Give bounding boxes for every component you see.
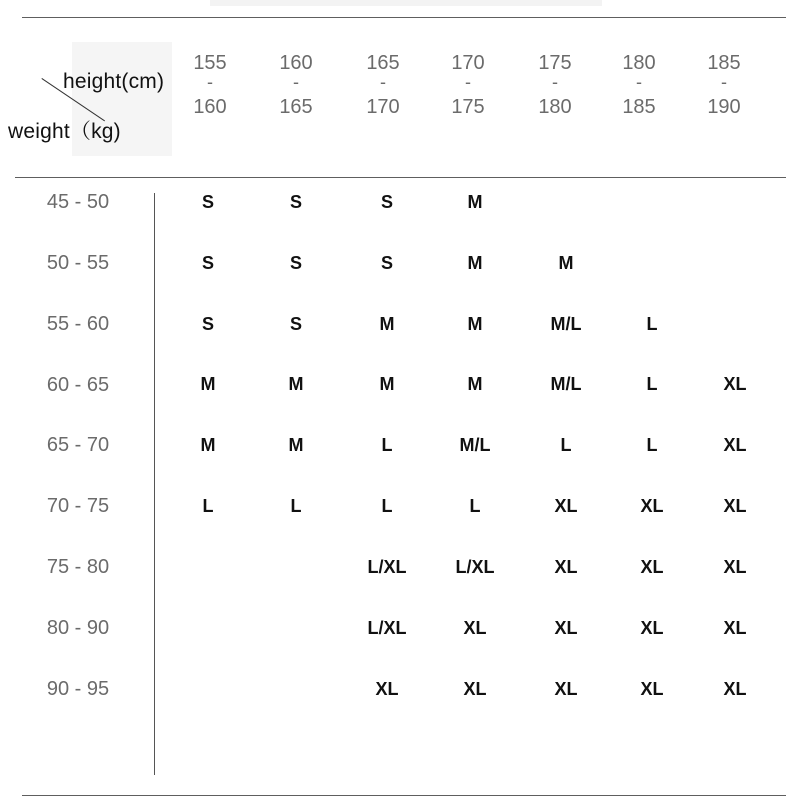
- height-column-header: [609, 52, 669, 118]
- size-cell: XL: [640, 557, 664, 577]
- size-cell: M: [467, 192, 483, 212]
- size-cell: XL: [723, 557, 747, 577]
- height-to: 170: [366, 96, 400, 118]
- size-cell: M: [467, 374, 483, 394]
- height-column-header: [353, 52, 413, 118]
- top-band: [210, 0, 602, 6]
- size-cell: S: [380, 253, 393, 273]
- size-cell: XL: [554, 557, 578, 577]
- height-separator: -: [552, 72, 558, 92]
- height-from: 180: [622, 52, 656, 74]
- size-cell: L: [381, 435, 393, 455]
- size-cell: S: [289, 314, 302, 334]
- size-cell: M: [558, 253, 574, 273]
- size-cell: XL: [554, 679, 578, 699]
- height-to: 180: [538, 96, 572, 118]
- size-cell: S: [201, 192, 214, 212]
- size-cell: S: [201, 314, 214, 334]
- height-to: 185: [622, 96, 656, 118]
- size-cell: XL: [554, 496, 578, 516]
- size-cell: L: [646, 314, 658, 334]
- size-cell: M/L: [550, 314, 582, 334]
- size-cell: M: [200, 374, 216, 394]
- weight-range-label: 55 - 60: [46, 313, 110, 335]
- height-separator: -: [636, 72, 642, 92]
- size-cell: S: [289, 253, 302, 273]
- size-cell: M: [467, 314, 483, 334]
- weight-column-divider: [154, 193, 155, 775]
- height-separator: -: [380, 72, 386, 92]
- size-cell: XL: [723, 618, 747, 638]
- size-cell: M: [288, 435, 304, 455]
- height-separator: -: [721, 72, 727, 92]
- weight-axis-label: weight（kg): [8, 120, 121, 143]
- size-cell: L: [646, 435, 658, 455]
- height-column-header: [438, 52, 498, 118]
- size-cell: XL: [723, 679, 747, 699]
- height-column-header: [525, 52, 585, 118]
- size-cell: M: [288, 374, 304, 394]
- height-separator: -: [293, 72, 299, 92]
- size-cell: M: [467, 253, 483, 273]
- weight-range-label: 70 - 75: [46, 495, 110, 517]
- size-cell: M/L: [459, 435, 491, 455]
- size-cell: L/XL: [367, 618, 407, 638]
- size-cell: M: [200, 435, 216, 455]
- size-cell: S: [289, 192, 302, 212]
- height-from: 170: [451, 52, 485, 74]
- size-cell: XL: [463, 679, 487, 699]
- height-to: 190: [707, 96, 741, 118]
- height-column-header: [180, 52, 240, 118]
- size-cell: L: [381, 496, 393, 516]
- size-cell: XL: [640, 618, 664, 638]
- size-cell: M/L: [550, 374, 582, 394]
- header-rule: [15, 177, 786, 178]
- weight-range-label: 90 - 95: [46, 678, 110, 700]
- size-cell: L: [290, 496, 302, 516]
- size-cell: L: [469, 496, 481, 516]
- height-from: 165: [366, 52, 400, 74]
- height-to: 160: [193, 96, 227, 118]
- height-separator: -: [465, 72, 471, 92]
- weight-range-label: 65 - 70: [46, 434, 110, 456]
- height-to: 175: [451, 96, 485, 118]
- size-cell: XL: [723, 435, 747, 455]
- size-cell: L: [646, 374, 658, 394]
- height-separator: -: [207, 72, 213, 92]
- height-from: 155: [193, 52, 227, 74]
- size-cell: XL: [723, 374, 747, 394]
- size-cell: XL: [723, 496, 747, 516]
- size-cell: XL: [640, 496, 664, 516]
- height-axis-label: height(cm): [63, 70, 165, 93]
- size-cell: S: [201, 253, 214, 273]
- size-cell: L/XL: [367, 557, 407, 577]
- size-cell: L/XL: [455, 557, 495, 577]
- top-rule: [22, 17, 786, 18]
- height-from: 185: [707, 52, 741, 74]
- height-from: 175: [538, 52, 572, 74]
- height-from: 160: [279, 52, 313, 74]
- size-cell: XL: [640, 679, 664, 699]
- weight-range-label: 80 - 90: [46, 617, 110, 639]
- height-to: 165: [279, 96, 313, 118]
- size-cell: L: [202, 496, 214, 516]
- height-column-header: [694, 52, 754, 118]
- weight-range-label: 50 - 55: [46, 252, 110, 274]
- weight-range-label: 75 - 80: [46, 556, 110, 578]
- size-cell: M: [379, 374, 395, 394]
- size-cell: L: [560, 435, 572, 455]
- size-cell: M: [379, 314, 395, 334]
- weight-range-label: 60 - 65: [46, 374, 110, 396]
- size-cell: XL: [375, 679, 399, 699]
- size-cell: XL: [554, 618, 578, 638]
- height-column-header: [266, 52, 326, 118]
- weight-range-label: 45 - 50: [46, 191, 110, 213]
- size-cell: S: [380, 192, 393, 212]
- size-cell: XL: [463, 618, 487, 638]
- bottom-rule: [22, 795, 786, 796]
